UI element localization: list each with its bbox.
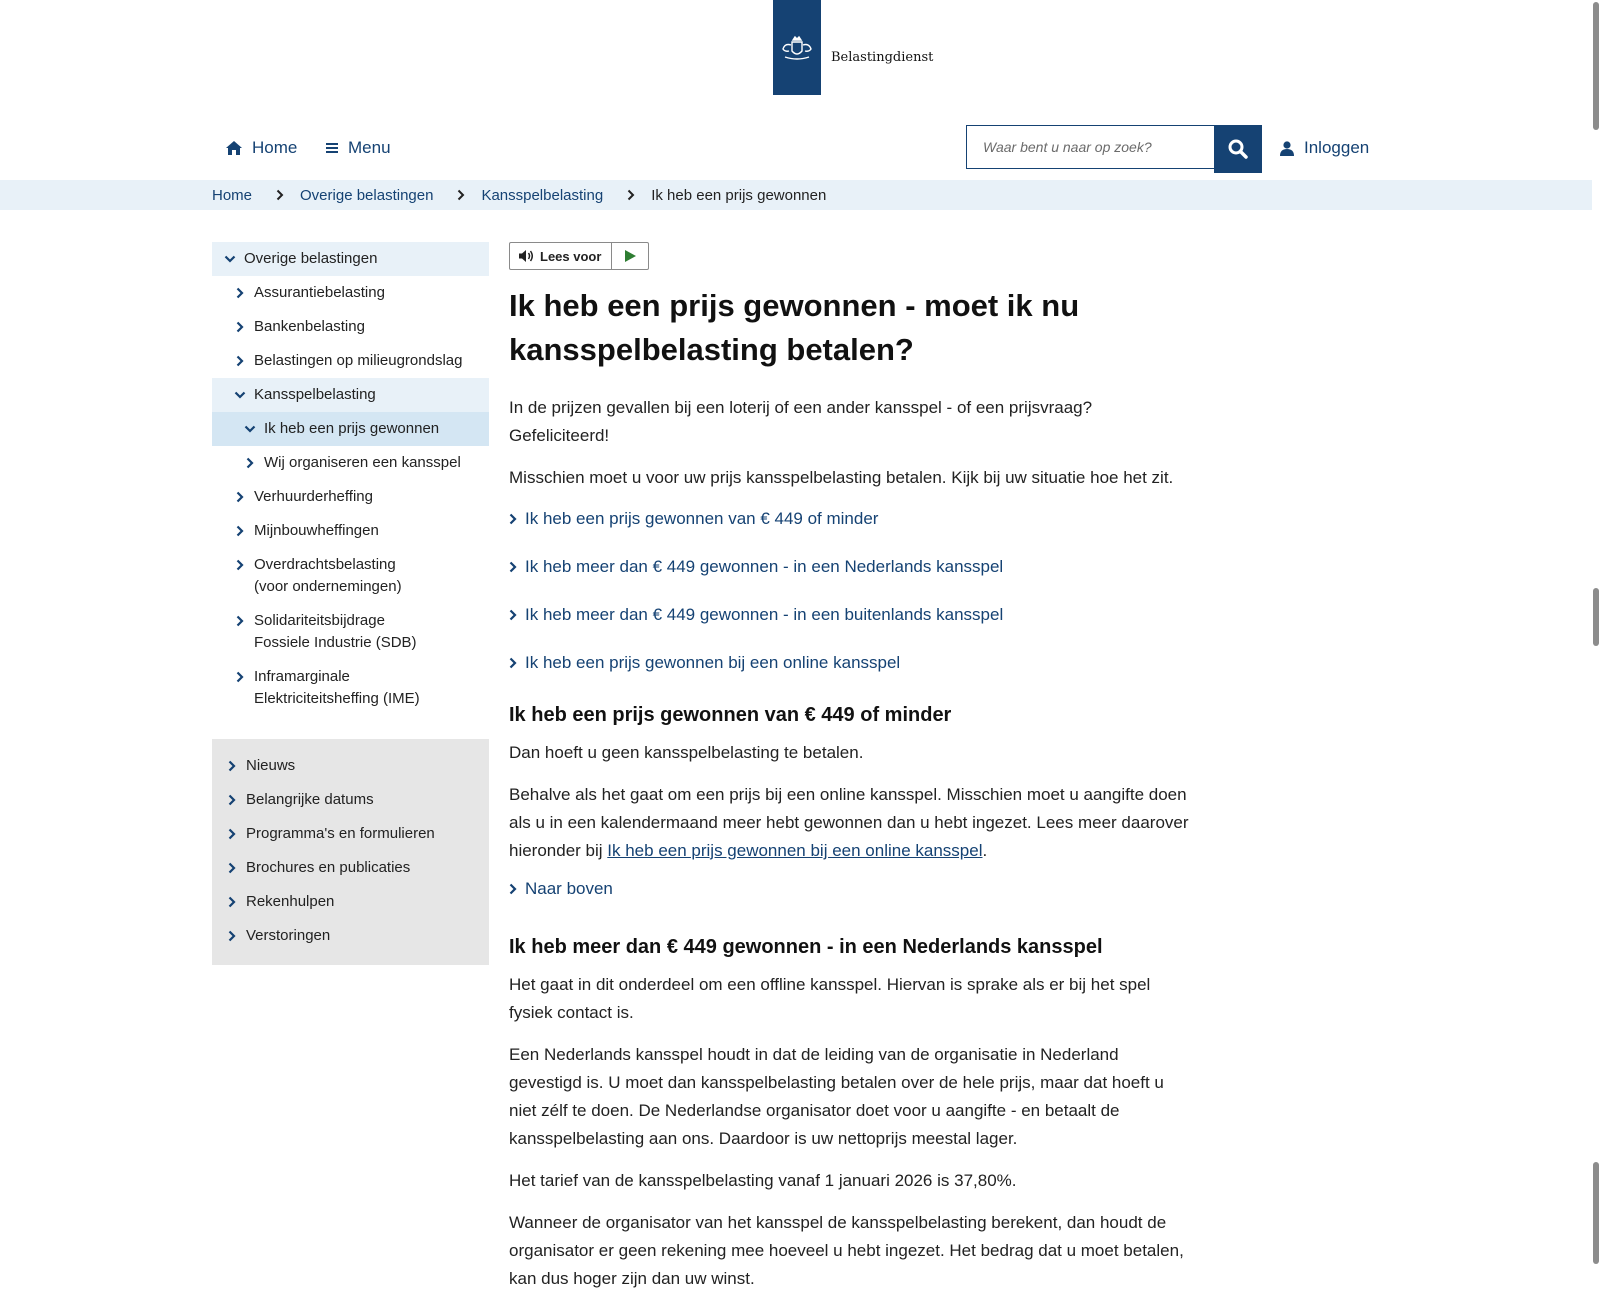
chevron-right-icon [232, 610, 248, 632]
anchor-list [509, 506, 1189, 675]
hamburger-icon [326, 142, 338, 154]
sidebar-item-label: Bankenbelasting [254, 318, 365, 335]
sidebar-link-label: Rekenhulpen [246, 893, 335, 910]
chevron-right-icon [509, 513, 517, 525]
sidebar-item-label: Wij organiseren een kansspel [264, 454, 461, 471]
anchor-link-buitenlands-kansspel[interactable] [509, 602, 1189, 627]
sidebar-item-label: Inframarginale Elektriciteitsheffing (IME) [254, 668, 420, 707]
sidebar-item-solidariteitsbijdrage[interactable] [212, 604, 489, 660]
sidebar-item-label: Assurantiebelasting [254, 284, 385, 301]
play-button[interactable] [612, 243, 648, 269]
chevron-down-icon [232, 384, 248, 406]
sidebar-item-label: Ik heb een prijs gewonnen [264, 420, 440, 437]
back-to-top-link[interactable] [509, 879, 1189, 899]
chevron-right-icon [224, 925, 240, 947]
sidebar-link-label: Brochures en publicaties [246, 859, 411, 876]
sidebar-link-brochures[interactable] [212, 851, 489, 885]
speaker-icon [518, 249, 534, 263]
menu-button[interactable] [326, 138, 391, 158]
anchor-link-449-of-minder[interactable] [509, 506, 1189, 531]
sidebar-item-overige-belastingen[interactable] [212, 242, 489, 276]
breadcrumb-current: Ik heb een prijs gewonnen [651, 186, 827, 204]
anchor-link-label: Ik heb meer dan € 449 gewonnen - in een buitenlands kansspel [525, 605, 1004, 624]
logo[interactable] [773, 0, 933, 95]
sidebar-link-label: Belangrijke datums [246, 791, 374, 808]
home-link[interactable] [226, 138, 297, 158]
scrollbar[interactable] [1592, 0, 1600, 1266]
sidebar-item-assurantiebelasting[interactable] [212, 276, 489, 310]
top-navigation [0, 124, 1592, 182]
sidebar-item-overdrachtsbelasting[interactable] [212, 548, 489, 604]
breadcrumb [0, 180, 1592, 210]
scrollbar-thumb[interactable] [1593, 588, 1599, 646]
chevron-right-icon [232, 520, 248, 542]
intro-paragraph: Misschien moet u voor uw prijs kansspelbelasting betalen. Kijk bij uw situatie hoe het zit. [509, 468, 1174, 487]
chevron-right-icon [509, 561, 517, 573]
chevron-right-icon [509, 657, 517, 669]
search-icon [1228, 139, 1248, 159]
chevron-right-icon [509, 883, 517, 895]
chevron-right-icon [509, 609, 517, 621]
sidebar-item-verhuurderheffing[interactable] [212, 480, 489, 514]
anchor-link-label: Ik heb een prijs gewonnen van € 449 of minder [525, 509, 879, 528]
sidebar-item-label: Kansspelbelasting [254, 386, 376, 403]
sidebar-item-mijnbouwheffingen[interactable] [212, 514, 489, 548]
sidebar-link-rekenhulpen[interactable] [212, 885, 489, 919]
sidebar-link-label: Verstoringen [246, 927, 331, 944]
sidebar-item-prijs-gewonnen[interactable] [212, 412, 489, 446]
menu-label: Menu [348, 138, 391, 157]
scrollbar-thumb[interactable] [1593, 2, 1599, 130]
chevron-down-icon [242, 418, 258, 440]
chevron-right-icon [232, 282, 248, 304]
main-content [509, 242, 1189, 1307]
sidebar-item-label: Mijnbouwheffingen [254, 522, 379, 539]
section-paragraph: Het gaat in dit onderdeel om een offline kansspel. Hiervan is sprake als er bij het spel fysiek contact is. [509, 975, 1151, 1022]
user-icon [1280, 141, 1294, 156]
chevron-right-icon [457, 189, 465, 201]
readspeaker-widget [509, 242, 649, 270]
anchor-link-label: Ik heb meer dan € 449 gewonnen - in een Nederlands kansspel [525, 557, 1004, 576]
sidebar-navigation [212, 242, 489, 716]
sidebar-link-label: Programma's en formulieren [246, 825, 435, 842]
section-paragraph: Wanneer de organisator van het kansspel de kansspelbelasting berekent, dan houdt de organisator er geen rekening mee hoeveel u hebt ingezet. Het bedrag dat u moet betalen, kan dus hoger zijn dan uw winst. [509, 1213, 1184, 1288]
chevron-right-icon [224, 789, 240, 811]
chevron-right-icon [242, 452, 258, 474]
sidebar-item-kansspelbelasting[interactable] [212, 378, 489, 412]
chevron-down-icon [222, 248, 238, 270]
chevron-right-icon [232, 666, 248, 688]
breadcrumb-kansspelbelasting[interactable]: Kansspelbelasting [481, 186, 604, 204]
sidebar-link-nieuws[interactable] [212, 749, 489, 783]
sidebar-secondary-links [212, 739, 489, 965]
sidebar-item-label: Overdrachtsbelasting (voor ondernemingen) [254, 556, 402, 595]
play-icon [625, 250, 636, 262]
chevron-right-icon [627, 189, 635, 201]
intro-paragraph: In de prijzen gevallen bij een loterij of een ander kansspel - of een prijsvraag? Gefeliciteerd! [509, 398, 1093, 445]
chevron-right-icon [276, 189, 284, 201]
anchor-link-online-kansspel[interactable] [509, 650, 1189, 675]
search-button[interactable] [1214, 125, 1262, 173]
search-input[interactable] [966, 125, 1214, 169]
login-link[interactable] [1280, 138, 1369, 158]
section-title: Ik heb een prijs gewonnen van € 449 of minder [509, 704, 952, 726]
chevron-right-icon [224, 755, 240, 777]
read-aloud-label: Lees voor [540, 248, 602, 264]
back-to-top-label: Naar boven [525, 879, 613, 898]
paragraph-text: . [982, 841, 988, 860]
sidebar-item-bankenbelasting[interactable] [212, 310, 489, 344]
logo-text: Belastingdienst [831, 50, 934, 65]
section-paragraph: Dan hoeft u geen kansspelbelasting te betalen. [509, 743, 864, 762]
sidebar-link-belangrijke-datums[interactable] [212, 783, 489, 817]
sidebar-item-inframarginale[interactable] [212, 660, 489, 716]
breadcrumb-overige-belastingen[interactable]: Overige belastingen [300, 186, 434, 204]
chevron-right-icon [232, 486, 248, 508]
chevron-right-icon [232, 316, 248, 338]
home-icon [226, 141, 242, 155]
scrollbar-thumb[interactable] [1593, 1162, 1599, 1264]
section-paragraph [509, 781, 1189, 865]
chevron-right-icon [224, 823, 240, 845]
coat-of-arms-icon [773, 0, 821, 95]
sidebar-item-label: Belastingen op milieugrondslag [254, 352, 463, 369]
sidebar-link-verstoringen[interactable] [212, 919, 489, 953]
home-label: Home [252, 138, 298, 157]
section-paragraph: Een Nederlands kansspel houdt in dat de leiding van de organisatie in Nederland gevestigd is. U moet dan kansspelbelasting betalen over de hele prijs, maar dat hoeft u niet zélf te doen. De Nederlandse organisator doet voor u aangifte - en betaalt de kansspelbelasting aan ons. Daardoor is uw nettoprijs meestal lager. [509, 1045, 1164, 1148]
chevron-right-icon [232, 554, 248, 576]
sidebar-link-label: Nieuws [246, 757, 296, 774]
read-aloud-button[interactable] [510, 243, 612, 269]
chevron-right-icon [224, 857, 240, 879]
breadcrumb-home[interactable]: Home [212, 186, 253, 204]
sidebar-item-label: Verhuurderheffing [254, 488, 373, 505]
chevron-right-icon [224, 891, 240, 913]
sidebar-item-milieugrondslag[interactable] [212, 344, 489, 378]
anchor-link-nederlands-kansspel[interactable] [509, 554, 1189, 579]
inline-link-online-kansspel[interactable]: Ik heb een prijs gewonnen bij een online kansspel [607, 841, 983, 860]
page-title: Ik heb een prijs gewonnen - moet ik nu kansspelbelasting betalen? [509, 288, 1080, 367]
chevron-right-icon [232, 350, 248, 372]
sidebar-link-programmas-formulieren[interactable] [212, 817, 489, 851]
section-paragraph: Het tarief van de kansspelbelasting vanaf 1 januari 2026 is 37,80%. [509, 1171, 1017, 1190]
sidebar-item-label: Overige belastingen [244, 250, 378, 267]
sidebar-item-organiseren-kansspel[interactable] [212, 446, 489, 480]
anchor-link-label: Ik heb een prijs gewonnen bij een online kansspel [525, 653, 901, 672]
login-label: Inloggen [1304, 138, 1370, 157]
paragraph-text: Behalve als het gaat om een prijs bij een online kansspel. Misschien moet u aangifte doen als u in een kalendermaand meer hebt gewonnen dan u hebt ingezet. Lees meer daarover hieronder bij [509, 785, 1189, 860]
section-title: Ik heb meer dan € 449 gewonnen - in een Nederlands kansspel [509, 936, 1103, 958]
sidebar-item-label: Solidariteitsbijdrage Fossiele Industrie (SDB) [254, 612, 417, 651]
